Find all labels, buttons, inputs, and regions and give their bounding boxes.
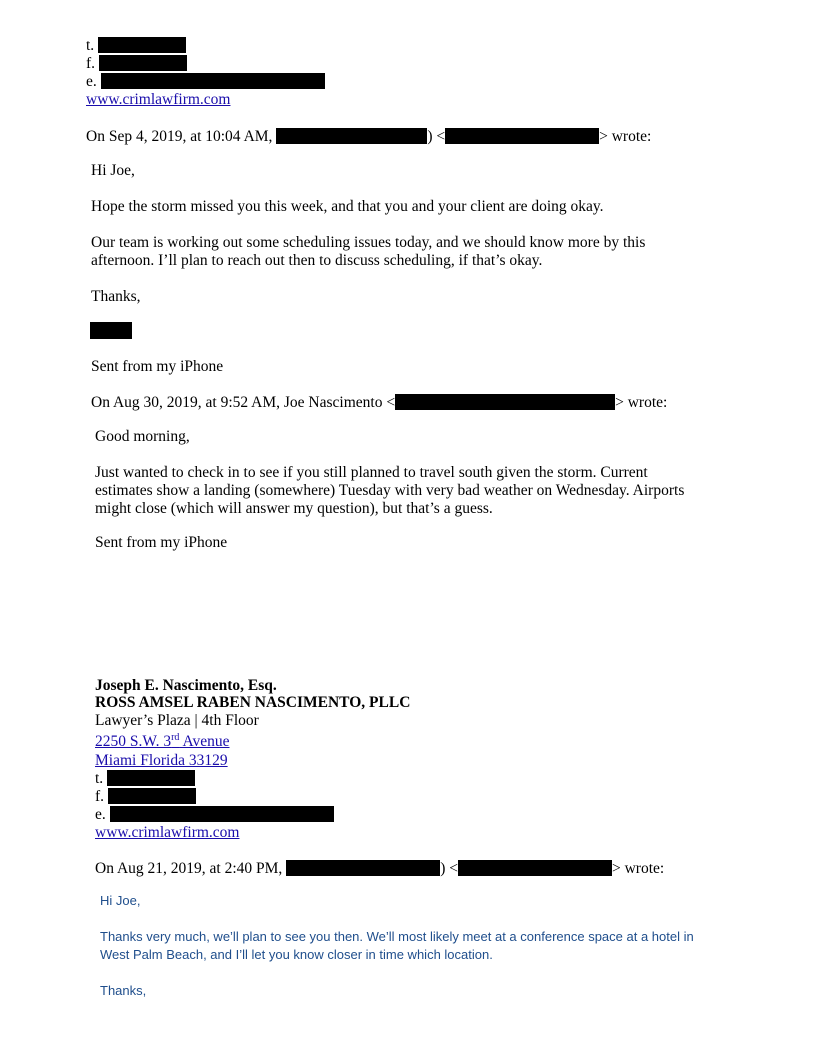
email-sep4-greeting: Hi Joe,: [91, 162, 135, 179]
signature-fax-line: [95, 788, 196, 806]
redacted-sender-name: [276, 128, 427, 144]
email-header-suffix: > wrote:: [615, 394, 668, 411]
email-aug21-para-line1: Thanks very much, we’ll plan to see you then. We’ll most likely meet at a conference space at a hotel in: [100, 929, 694, 944]
email-sep4-header: [86, 128, 651, 146]
email-aug21-greeting: Hi Joe,: [100, 893, 141, 908]
redacted-fax: [99, 55, 187, 71]
signature-firm: ROSS AMSEL RABEN NASCIMENTO, PLLC: [95, 694, 411, 711]
email-label: e.: [95, 806, 106, 823]
email-header-suffix: > wrote:: [599, 128, 652, 145]
sig-top-website-line: [86, 91, 230, 109]
fax-label: f.: [86, 55, 96, 72]
redacted-phone: [98, 37, 186, 53]
website-link[interactable]: www.crimlawfirm.com: [95, 824, 240, 841]
phone-label: t.: [95, 770, 104, 787]
redacted-sender-email: [395, 394, 615, 410]
email-aug30-sent-from: Sent from my iPhone: [95, 534, 228, 551]
email-aug21-header: [95, 860, 664, 878]
redacted-sender-name: [286, 860, 440, 876]
email-header-suffix: > wrote:: [611, 860, 665, 877]
redacted-phone: [107, 770, 195, 786]
city-link[interactable]: Miami Florida 33129: [95, 752, 228, 769]
sig-top-fax-line: [86, 55, 187, 73]
email-aug30-para-line2: estimates show a landing (somewhere) Tuesday with very bad weather on Wednesday. Airports: [95, 482, 685, 499]
redacted-fax: [108, 788, 196, 804]
email-header-prefix: On Aug 21, 2019, at 2:40 PM,: [95, 860, 283, 877]
signature-name: Joseph E. Nascimento, Esq.: [95, 677, 277, 694]
signature-website-line: [95, 824, 239, 842]
redacted-signoff-name: [90, 322, 132, 339]
email-aug30-greeting: Good morning,: [95, 428, 190, 445]
redacted-sender-email: [445, 128, 599, 144]
fax-label: f.: [95, 788, 105, 805]
email-aug30-para-line3: might close (which will answer my question), but that’s a guess.: [95, 500, 493, 517]
email-sep4-para1: Hope the storm missed you this week, and that you and your client are doing okay.: [91, 198, 604, 215]
address-ordinal: rd: [171, 732, 180, 743]
signature-phone-line: [95, 770, 195, 788]
address-link[interactable]: [95, 733, 230, 750]
redacted-email: [110, 806, 334, 822]
email-header-prefix: On Sep 4, 2019, at 10:04 AM,: [86, 128, 273, 145]
email-aug30-para-line1: Just wanted to check in to see if you still planned to travel south given the storm. Current: [95, 464, 648, 481]
address-avenue: Avenue: [179, 733, 230, 750]
email-sep4-para2-line1: Our team is working out some scheduling issues today, and we should know more by this: [91, 234, 646, 251]
email-sep4-sent-from: Sent from my iPhone: [91, 358, 224, 375]
email-header-prefix: On Aug 30, 2019, at 9:52 AM, Joe Nascimento <: [91, 394, 396, 411]
signature-building: Lawyer’s Plaza | 4th Floor: [95, 712, 259, 729]
sig-top-email-line: [86, 73, 325, 91]
sig-top-phone-line: [86, 37, 186, 55]
signature-address: [95, 733, 230, 751]
phone-label: t.: [86, 37, 95, 54]
redacted-sender-email: [458, 860, 612, 876]
email-aug21-thanks: Thanks,: [100, 983, 147, 998]
redacted-email: [101, 73, 325, 89]
email-sep4-thanks: Thanks,: [91, 288, 141, 305]
email-label: e.: [86, 73, 97, 90]
signature-city: [95, 752, 228, 770]
email-aug21-para-line2: West Palm Beach, and I’ll let you know closer in time which location.: [100, 947, 493, 962]
email-header-mid: ) <: [440, 860, 458, 877]
email-sep4-signoff: [90, 322, 132, 341]
email-sep4-para2-line2: afternoon. I’ll plan to reach out then to discuss scheduling, if that’s okay.: [91, 252, 543, 269]
email-aug30-header: [91, 394, 667, 412]
website-link[interactable]: www.crimlawfirm.com: [86, 91, 231, 108]
address-street: 2250 S.W. 3: [95, 733, 172, 750]
email-header-mid: ) <: [427, 128, 446, 145]
signature-email-line: [95, 806, 334, 824]
